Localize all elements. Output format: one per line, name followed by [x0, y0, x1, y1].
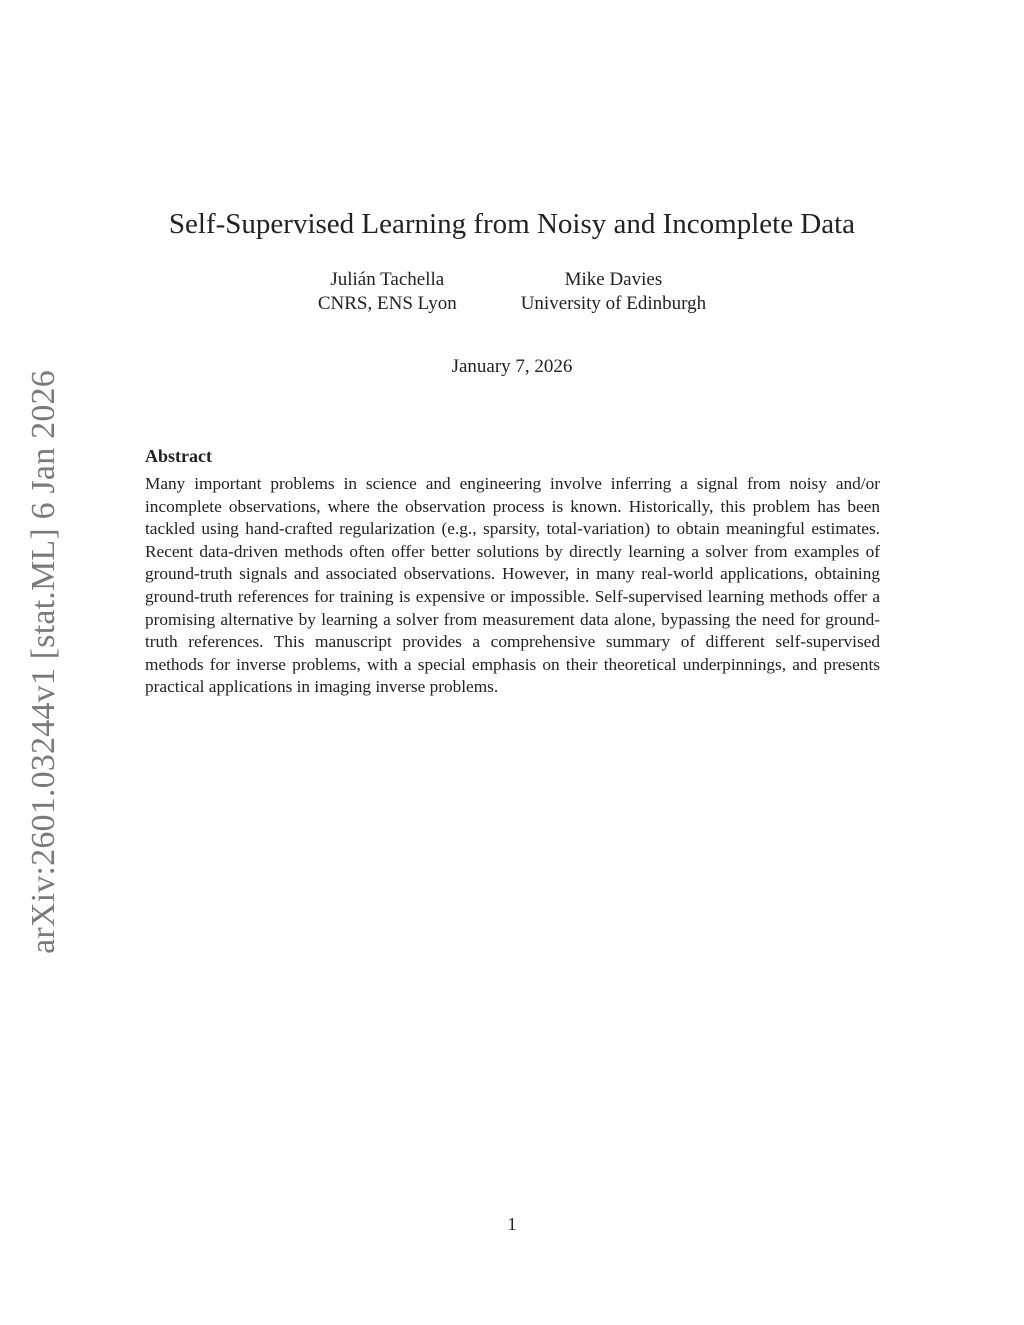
- author-2: [521, 268, 706, 316]
- arxiv-identifier-stamp: arXiv:2601.03244v1 [stat.ML] 6 Jan 2026: [25, 370, 62, 954]
- abstract-section: [145, 446, 880, 699]
- paper-title: Self-Supervised Learning from Noisy and Incomplete Data: [168, 208, 856, 240]
- author-1-affiliation: CNRS, ENS Lyon: [317, 293, 457, 314]
- page-number: 1: [507, 1214, 517, 1234]
- author-1: [318, 268, 457, 316]
- author-1-name: Julián Tachella: [330, 269, 445, 290]
- abstract-heading: Abstract: [145, 446, 212, 466]
- abstract-body: Many important problems in science and engineering involve inferring a signal from noisy and/or incomplete observations, where the observation process is known. Historically, this problem has been tackled using hand-crafted regularization (e.g., sparsity, total-variation) to obtain meaningful estimates. Recent data-driven methods often offer better solutions by directly learning a solver from examples of ground-truth signals and associated observations. However, in many real-world applications, obtaining ground-truth references for training is expensive or impossible. Self-supervised learning methods offer a promising alternative by learning a solver from measurement data alone, bypassing the need for ground-truth references. This manuscript provides a comprehensive summary of different self-supervised methods for inverse problems, with a special emphasis on their theoretical underpinnings, and presents practical applications in imaging inverse problems.: [145, 474, 880, 697]
- author-2-name: Mike Davies: [564, 269, 663, 290]
- author-block: [0, 268, 1024, 316]
- author-2-affiliation: University of Edinburgh: [520, 293, 707, 314]
- paper-date: January 7, 2026: [451, 356, 573, 377]
